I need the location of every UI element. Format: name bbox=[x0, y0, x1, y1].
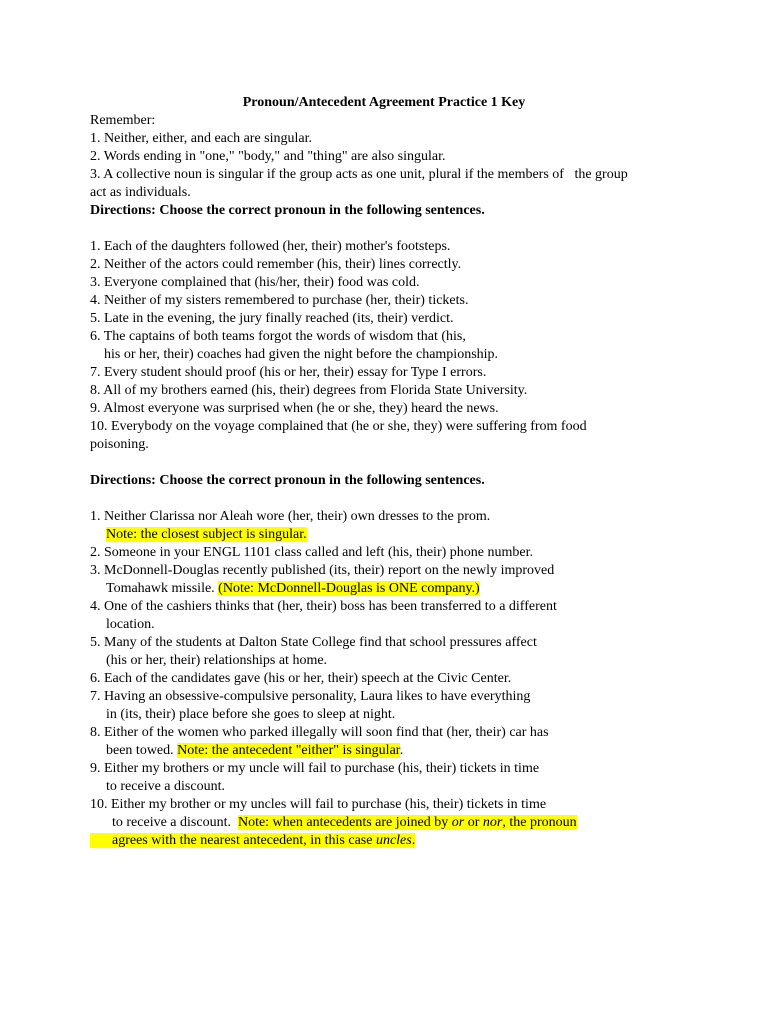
s2-line-5: 5. Many of the students at Dalton State College find that school pressures affect bbox=[90, 635, 537, 650]
s1-line-6-cont: his or her, their) coaches had given the night before the championship. bbox=[90, 347, 499, 362]
s2-line-3-cont bbox=[106, 580, 746, 598]
s2-line-9: 9. Either my brothers or my uncle will fail to purchase (his, their) tickets in time bbox=[90, 761, 540, 776]
s1-line-10-cont: poisoning. bbox=[90, 437, 149, 452]
s2-line-7: 7. Having an obsessive-compulsive personality, Laura likes to have everything bbox=[90, 689, 531, 704]
s2-line-10-cont bbox=[112, 814, 752, 832]
note-text: Note: when antecedents are joined by bbox=[237, 815, 452, 830]
rule-3: 3. A collective noun is singular if the group acts as one unit, plural if the members of the group bbox=[90, 167, 628, 182]
s2-line-3-text: Tomahawk missile. bbox=[106, 581, 219, 596]
s2-line-3: 3. McDonnell-Douglas recently published (its, their) report on the newly improved bbox=[90, 563, 555, 578]
remember-heading: Remember: bbox=[90, 113, 156, 128]
s1-line-7: 7. Every student should proof (his or her, their) essay for Type I errors. bbox=[90, 365, 487, 380]
note-text: . bbox=[411, 833, 416, 848]
s1-line-3: 3. Everyone complained that (his/her, their) food was cold. bbox=[90, 275, 420, 290]
s2-line-4: 4. One of the cashiers thinks that (her, their) boss has been transferred to a different bbox=[90, 599, 557, 614]
s1-line-5: 5. Late in the evening, the jury finally reached (its, their) verdict. bbox=[90, 311, 454, 326]
s2-line-6: 6. Each of the candidates gave (his or her, their) speech at the Civic Center. bbox=[90, 671, 512, 686]
highlight-note bbox=[90, 833, 415, 848]
s2-line-1-note bbox=[106, 526, 746, 544]
s1-line-6: 6. The captains of both teams forgot the words of wisdom that (his, bbox=[90, 329, 466, 344]
s2-line-7-cont: in (its, their) place before she goes to sleep at night. bbox=[106, 707, 396, 722]
highlight-note: (Note: McDonnell-Douglas is ONE company.) bbox=[218, 581, 480, 596]
s1-line-10: 10. Everybody on the voyage complained that (he or she, they) were suffering from food bbox=[90, 419, 587, 434]
s1-line-4: 4. Neither of my sisters remembered to purchase (her, their) tickets. bbox=[90, 293, 469, 308]
s2-line-10-text: to receive a discount. bbox=[112, 815, 238, 830]
rule-1: 1. Neither, either, and each are singular. bbox=[90, 131, 313, 146]
s2-line-4-cont: location. bbox=[106, 617, 155, 632]
s2-line-1: 1. Neither Clarissa nor Aleah wore (her, their) own dresses to the prom. bbox=[90, 509, 491, 524]
s1-line-2: 2. Neither of the actors could remember (his, their) lines correctly. bbox=[90, 257, 462, 272]
s2-line-10: 10. Either my brother or my uncles will fail to purchase (his, their) tickets in time bbox=[90, 797, 547, 812]
highlight-note: Note: the antecedent "either" is singular bbox=[177, 743, 400, 758]
directions-1: Directions: Choose the correct pronoun in the following sentences. bbox=[90, 203, 485, 218]
note-nor: nor bbox=[482, 815, 503, 830]
note-text: or bbox=[464, 815, 483, 830]
s2-line-10-note-cont bbox=[90, 832, 730, 850]
directions-2: Directions: Choose the correct pronoun in the following sentences. bbox=[90, 473, 485, 488]
rule-2: 2. Words ending in "one," "body," and "thing" are also singular. bbox=[90, 149, 446, 164]
highlight-note bbox=[238, 815, 577, 830]
rule-3-cont: act as individuals. bbox=[90, 185, 191, 200]
s1-line-8: 8. All of my brothers earned (his, their) degrees from Florida State University. bbox=[90, 383, 528, 398]
s2-line-8-text: been towed. bbox=[106, 743, 178, 758]
s1-line-1: 1. Each of the daughters followed (her, their) mother's footsteps. bbox=[90, 239, 451, 254]
s2-line-8-end: . bbox=[399, 743, 404, 758]
s2-line-9-cont: to receive a discount. bbox=[106, 779, 225, 794]
s2-line-5-cont: (his or her, their) relationships at home. bbox=[106, 653, 328, 668]
note-uncles: uncles bbox=[375, 833, 412, 848]
note-text: , the pronoun bbox=[502, 815, 577, 830]
s2-line-8-cont bbox=[106, 742, 746, 760]
s1-line-9: 9. Almost everyone was surprised when (he or she, they) heard the news. bbox=[90, 401, 499, 416]
s2-line-8: 8. Either of the women who parked illegally will soon find that (her, their) car has bbox=[90, 725, 549, 740]
note-or: or bbox=[451, 815, 465, 830]
page-title: Pronoun/Antecedent Agreement Practice 1 Key bbox=[242, 95, 526, 110]
note-text: agrees with the nearest antecedent, in this case bbox=[112, 833, 376, 848]
s2-line-2: 2. Someone in your ENGL 1101 class called and left (his, their) phone number. bbox=[90, 545, 533, 560]
highlight-note: Note: the closest subject is singular. bbox=[106, 527, 307, 542]
